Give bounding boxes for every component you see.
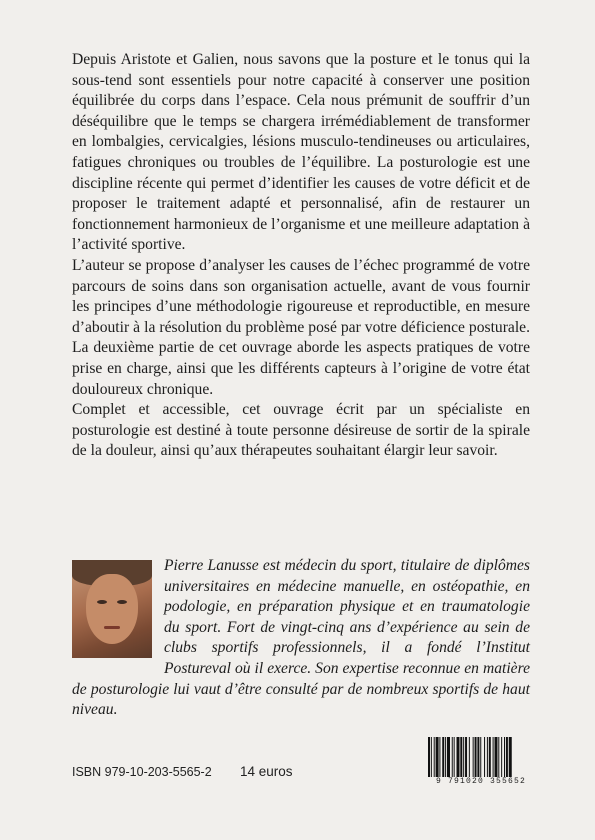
- isbn-label: ISBN 979-10-203-5565-2: [72, 765, 212, 779]
- barcode-bars-icon: [426, 737, 536, 777]
- price-label: 14 euros: [240, 764, 293, 779]
- description-paragraph-3: Complet et accessible, cet ouvrage écrit par un spécialiste en posturologie est destiné à toute personne désireuse de sortir de la spirale de la douleur, ainsi qu’aux thérapeutes souhaitant élargir leur savoir.: [72, 401, 530, 460]
- description-paragraph-2: L’auteur se propose d’analyser les causes de l’échec programmé de votre parcours de soins dans son organisation actuelle, avant de vous fournir les principes d’une méthodologie rigoureuse et reproductible, en mesure d’aboutir à la résolution du problème posé par votre déficience posturale. La deuxième partie de cet ouvrage aborde les aspects pratiques de votre prise en charge, ainsi que les différents capteurs à l’origine de votre état douloureux chronique.: [72, 256, 530, 398]
- description-paragraph-1: Depuis Aristote et Galien, nous savons que la posture et le tonus qui la sous-tend sont essentiels pour notre capacité à conserver une position équilibrée du corps dans l’espace. Cela nous prémunit de souffrir d’un déséquilibre que le temps se chargera irrémédiablement de transformer en lombalgies, cervicalgies, lésions musculo-tendineuses ou articulaires, fatigues chroniques ou troubles de l’équilibre. La posturologie est une discipline récente qui permet d’identifier les causes de votre déficit et de proposer le traitement adapté et personnalisé, afin de restaurer un fonctionnement harmonieux de l’organisme et une meilleure adaptation à l’activité sportive.: [72, 51, 530, 254]
- author-bio-section: [72, 556, 530, 721]
- book-description: [72, 50, 530, 462]
- author-photo: [72, 560, 152, 658]
- author-bio-text: Pierre Lanusse est médecin du sport, titulaire de diplômes universitaires en médecine manuelle, en ostéopathie, en podologie, en préparation physique et en traumatologie du sport. Fort de vingt-cinq ans d’expérience au sein de clubs sportifs professionnels, il a fondé l’Institut Postureval où il exerce. Son expertise reconnue en matière de posturologie lui vaut d’être consulté par de nombreux sportifs de haut niveau.: [72, 557, 530, 719]
- barcode: [426, 737, 536, 789]
- barcode-digits: 9 791020 355652: [426, 777, 536, 786]
